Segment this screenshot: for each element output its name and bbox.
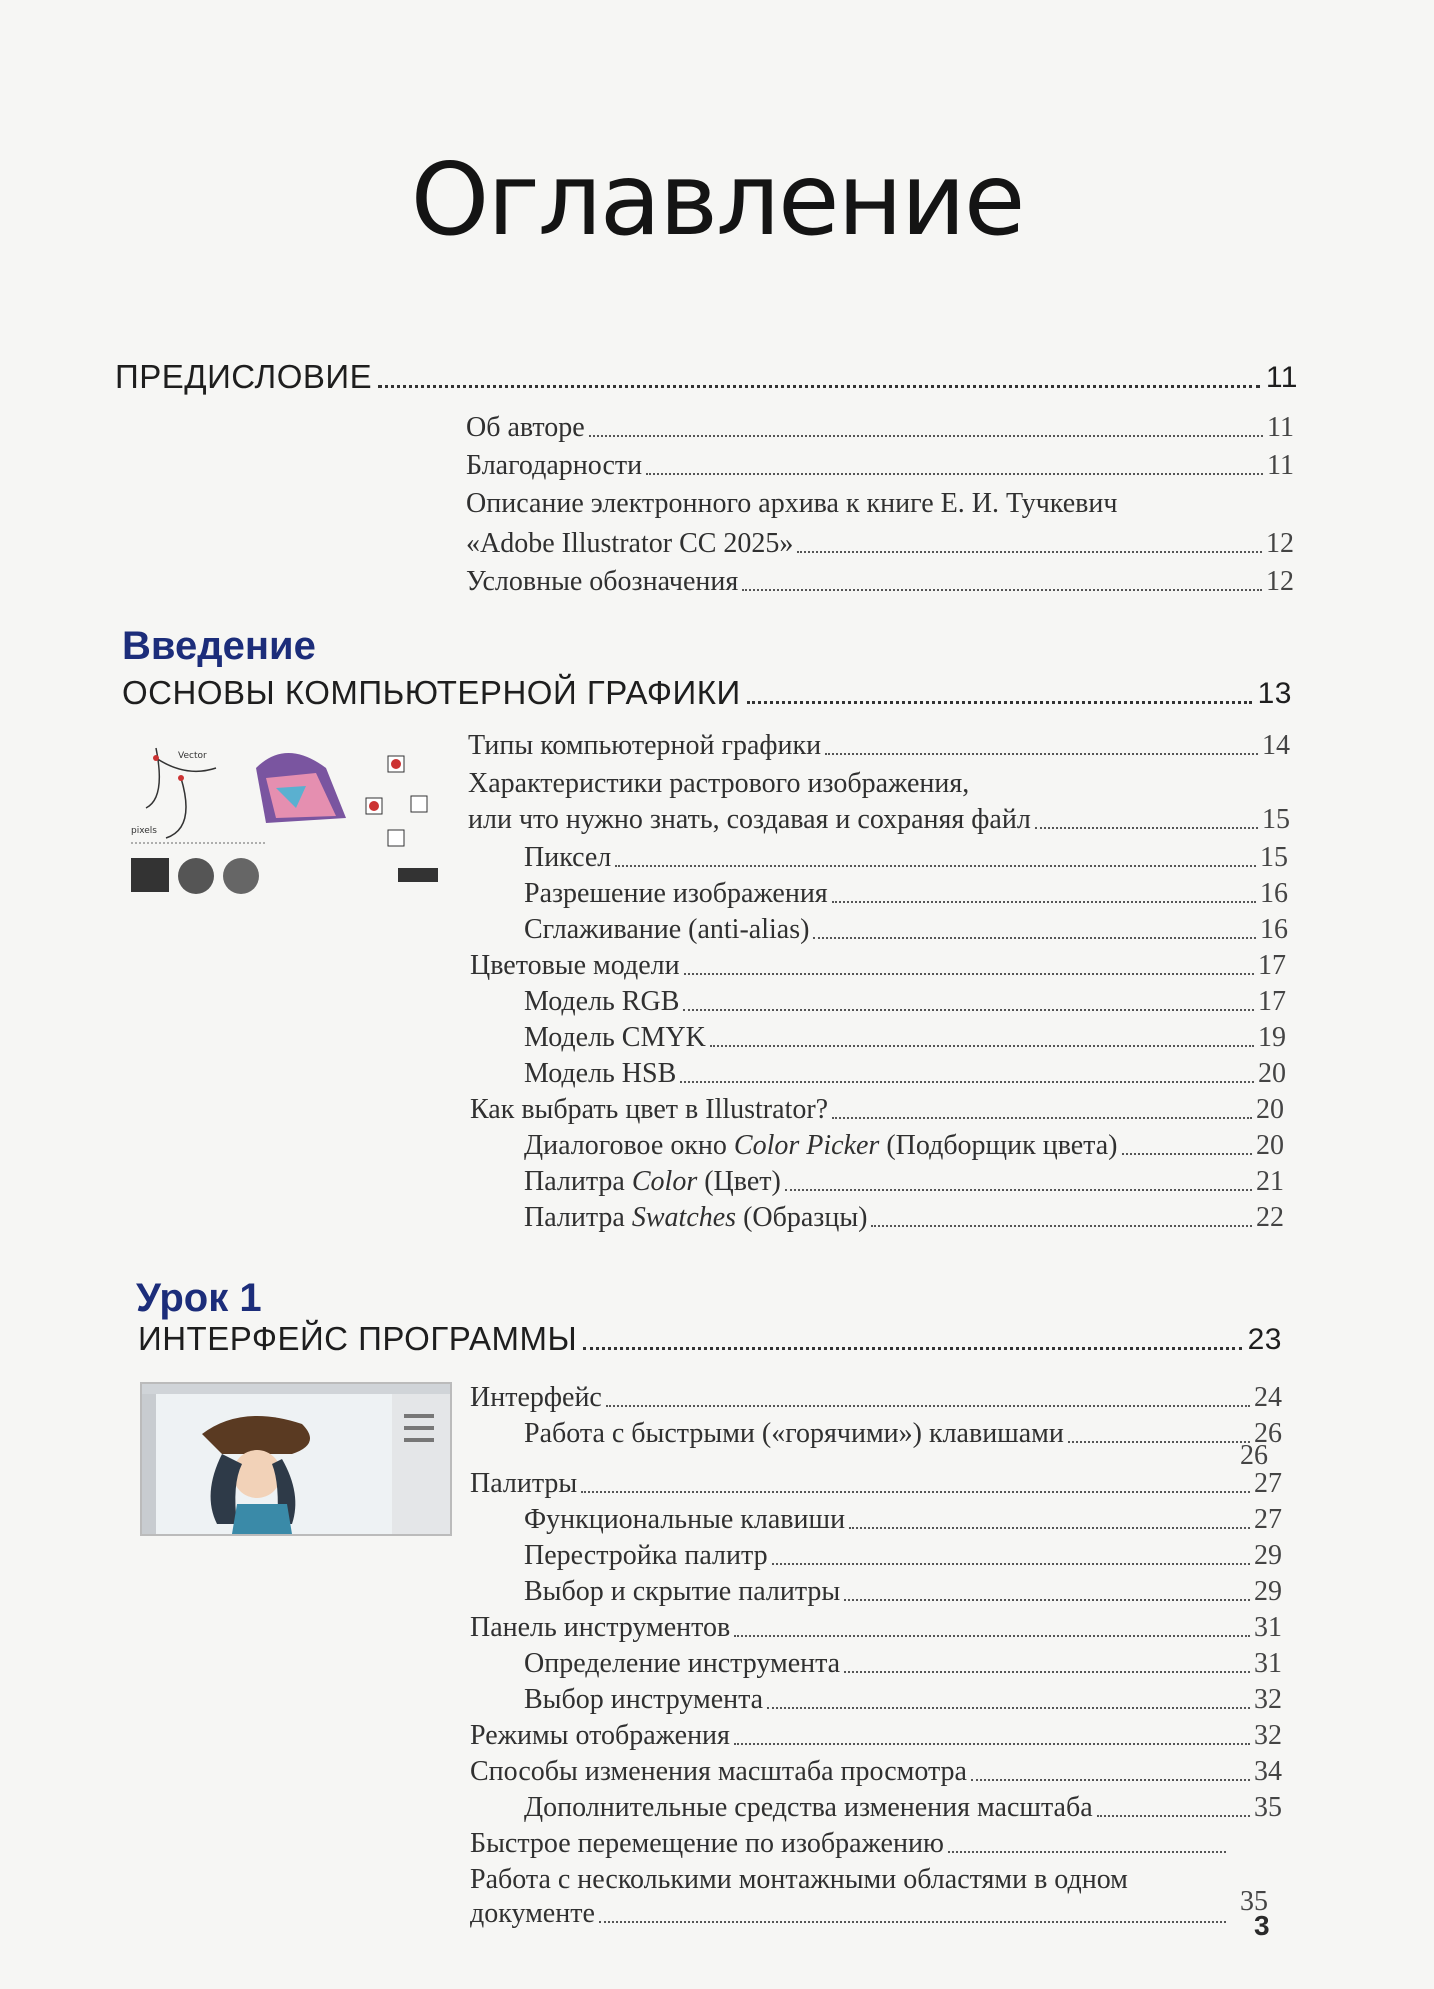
toc-entry[interactable]: Панель инструментов 31: [470, 1612, 1282, 1643]
section-label: Введение: [122, 624, 316, 668]
toc-entry[interactable]: Модель CMYK 19: [524, 1022, 1286, 1053]
svg-text:pixels: pixels: [131, 826, 157, 836]
toc-entry[interactable]: Цветовые модели 17: [470, 950, 1286, 981]
toc-entry[interactable]: Дополнительные средства изменения масштаба 35: [524, 1792, 1282, 1823]
dot-leader: [747, 701, 1252, 704]
toc-entry[interactable]: Сглаживание (anti-alias) 16: [524, 914, 1288, 945]
chapter-page: 13: [1257, 677, 1292, 710]
chapter-title: ИНТЕРФЕЙС ПРОГРАММЫ: [138, 1320, 578, 1357]
toc-entry[interactable]: Палитры 27: [470, 1468, 1282, 1499]
toc-entry[interactable]: Как выбрать цвет в Illustrator? 20: [470, 1094, 1284, 1125]
toc-chapter-preface[interactable]: [115, 360, 1298, 393]
page-title: Оглавление: [410, 141, 1024, 258]
toc-entry[interactable]: Быстрое перемещение по изображению: [470, 1830, 1230, 1858]
toc-chapter-basics[interactable]: [122, 676, 1292, 709]
toc-entry[interactable]: Палитра Color (Цвет) 21: [524, 1166, 1284, 1197]
chapter-page: 23: [1247, 1323, 1282, 1356]
toc-entry[interactable]: Перестройка палитр 29: [524, 1540, 1282, 1571]
toc-entry[interactable]: документе: [470, 1900, 1230, 1928]
intro-illustration: [126, 738, 456, 908]
dot-leader: [378, 385, 1260, 388]
page-number: 3: [1254, 1910, 1270, 1941]
svg-text:Vector: Vector: [178, 751, 207, 761]
toc-entry[interactable]: Модель HSB 20: [524, 1058, 1286, 1089]
toc-entry[interactable]: Пиксел 15: [524, 842, 1288, 873]
toc-entry[interactable]: Диалоговое окно Color Picker (Подборщик цвета) 20: [524, 1130, 1284, 1161]
toc-entry[interactable]: Работа с быстрыми («горячими») клавишами 26: [524, 1418, 1282, 1449]
section-label: Урок 1: [136, 1276, 262, 1320]
toc-entry[interactable]: Палитра Swatches (Образцы) 22: [524, 1202, 1284, 1233]
toc-entry[interactable]: Выбор инструмента 32: [524, 1684, 1282, 1715]
graphics-diagram-image: [126, 738, 456, 908]
toc-entry-page-only[interactable]: 35: [1240, 1886, 1268, 1917]
interface-screenshot-image: [140, 1382, 452, 1536]
toc-entry[interactable]: Модель RGB 17: [524, 986, 1286, 1017]
toc-entry[interactable]: или что нужно знать, создавая и сохраняя файл 15: [468, 804, 1290, 835]
toc-entry-line1: Характеристики растрового изображения,: [468, 768, 970, 799]
toc-entry[interactable]: Типы компьютерной графики 14: [468, 730, 1290, 761]
toc-entry[interactable]: Способы изменения масштаба просмотра 34: [470, 1756, 1282, 1787]
toc-entry-line1: Работа с несколькими монтажными областями в одном: [470, 1864, 1128, 1895]
toc-entry[interactable]: Благодарности 11: [466, 450, 1294, 481]
toc-chapter-interface[interactable]: [138, 1322, 1282, 1355]
toc-entry[interactable]: «Adobe Illustrator CC 2025» 12: [466, 528, 1294, 559]
chapter-title: ПРЕДИСЛОВИЕ: [115, 358, 373, 395]
toc-entry[interactable]: Функциональные клавиши 27: [524, 1504, 1282, 1535]
toc-entry-line1: Описание электронного архива к книге Е. И. Тучкевич: [466, 488, 1118, 519]
toc-entry[interactable]: Определение инструмента 31: [524, 1648, 1282, 1679]
toc-entry[interactable]: Выбор и скрытие палитры 29: [524, 1576, 1282, 1607]
chapter-title: ОСНОВЫ КОМПЬЮТЕРНОЙ ГРАФИКИ: [122, 674, 741, 711]
dot-leader: [583, 1347, 1241, 1350]
toc-entry-page-only[interactable]: 26: [1240, 1440, 1268, 1471]
toc-entry[interactable]: Об авторе 11: [466, 412, 1294, 443]
toc-entry[interactable]: Условные обозначения 12: [466, 566, 1294, 597]
toc-entry[interactable]: Интерфейс 24: [470, 1382, 1282, 1413]
toc-entry[interactable]: Режимы отображения 32: [470, 1720, 1282, 1751]
toc-entry[interactable]: Разрешение изображения 16: [524, 878, 1288, 909]
chapter-page: 11: [1265, 361, 1298, 394]
